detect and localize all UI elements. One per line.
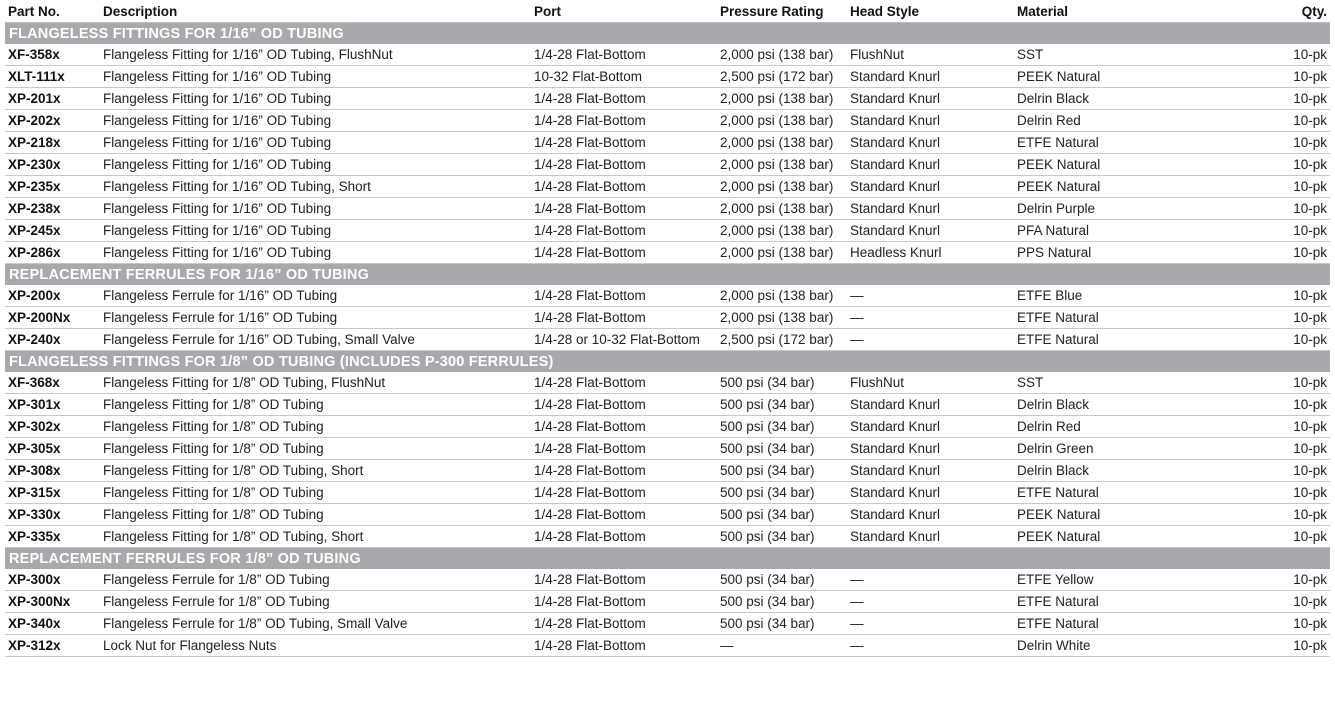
description-cell: Flangeless Fitting for 1/8” OD Tubing, FlushNut [100, 372, 531, 394]
port-cell: 1/4-28 Flat-Bottom [531, 44, 717, 66]
qty-cell: 10-pk [1210, 242, 1330, 264]
description-cell: Flangeless Ferrule for 1/8” OD Tubing [100, 569, 531, 591]
part-number-cell: XLT-111x [5, 66, 100, 88]
qty-cell: 10-pk [1210, 132, 1330, 154]
pressure-rating-cell: 2,000 psi (138 bar) [717, 88, 847, 110]
part-number-cell: XP-238x [5, 198, 100, 220]
pressure-rating-cell: 500 psi (34 bar) [717, 460, 847, 482]
description-cell: Flangeless Ferrule for 1/16” OD Tubing [100, 307, 531, 329]
port-cell: 1/4-28 Flat-Bottom [531, 482, 717, 504]
material-cell: SST [1014, 44, 1210, 66]
head-style-cell: Standard Knurl [847, 416, 1014, 438]
qty-cell: 10-pk [1210, 285, 1330, 307]
description-cell: Flangeless Fitting for 1/16” OD Tubing, Short [100, 176, 531, 198]
section-header-row [5, 351, 1330, 373]
pressure-rating-cell: 2,500 psi (172 bar) [717, 329, 847, 351]
material-cell: PEEK Natural [1014, 154, 1210, 176]
table-row [5, 66, 1330, 88]
table-header [5, 0, 1330, 23]
description-cell: Flangeless Fitting for 1/8” OD Tubing, Short [100, 460, 531, 482]
table-row [5, 394, 1330, 416]
pressure-rating-cell: 2,000 psi (138 bar) [717, 176, 847, 198]
qty-cell: 10-pk [1210, 460, 1330, 482]
header-row [5, 0, 1330, 23]
pressure-rating-cell: 2,500 psi (172 bar) [717, 66, 847, 88]
material-cell: PEEK Natural [1014, 526, 1210, 548]
header-material: Material [1014, 0, 1210, 23]
part-number-cell: XP-315x [5, 482, 100, 504]
header-qty: Qty. [1210, 0, 1330, 23]
qty-cell: 10-pk [1210, 591, 1330, 613]
section-header-row [5, 23, 1330, 45]
head-style-cell: Standard Knurl [847, 176, 1014, 198]
head-style-cell: — [847, 307, 1014, 329]
head-style-cell: Standard Knurl [847, 438, 1014, 460]
table-row [5, 569, 1330, 591]
description-cell: Flangeless Fitting for 1/8” OD Tubing [100, 504, 531, 526]
part-number-cell: XF-368x [5, 372, 100, 394]
table-row [5, 307, 1330, 329]
material-cell: PPS Natural [1014, 242, 1210, 264]
material-cell: Delrin Black [1014, 88, 1210, 110]
pressure-rating-cell: 2,000 psi (138 bar) [717, 307, 847, 329]
description-cell: Flangeless Fitting for 1/16” OD Tubing [100, 220, 531, 242]
part-number-cell: XP-308x [5, 460, 100, 482]
qty-cell: 10-pk [1210, 482, 1330, 504]
description-cell: Flangeless Ferrule for 1/8” OD Tubing, Small Valve [100, 613, 531, 635]
head-style-cell: FlushNut [847, 372, 1014, 394]
section-title: FLANGELESS FITTINGS FOR 1/16” OD TUBING [5, 23, 1330, 45]
head-style-cell: Standard Knurl [847, 154, 1014, 176]
qty-cell: 10-pk [1210, 438, 1330, 460]
header-head-style: Head Style [847, 0, 1014, 23]
description-cell: Flangeless Fitting for 1/16” OD Tubing [100, 66, 531, 88]
port-cell: 1/4-28 Flat-Bottom [531, 526, 717, 548]
description-cell: Flangeless Fitting for 1/8” OD Tubing [100, 482, 531, 504]
header-pressure-rating: Pressure Rating [717, 0, 847, 23]
table-row [5, 635, 1330, 657]
head-style-cell: Standard Knurl [847, 482, 1014, 504]
material-cell: Delrin Red [1014, 110, 1210, 132]
head-style-cell: Standard Knurl [847, 460, 1014, 482]
qty-cell: 10-pk [1210, 198, 1330, 220]
part-number-cell: XP-302x [5, 416, 100, 438]
head-style-cell: FlushNut [847, 44, 1014, 66]
head-style-cell: Standard Knurl [847, 66, 1014, 88]
port-cell: 1/4-28 Flat-Bottom [531, 416, 717, 438]
port-cell: 1/4-28 Flat-Bottom [531, 635, 717, 657]
material-cell: ETFE Natural [1014, 307, 1210, 329]
material-cell: Delrin Green [1014, 438, 1210, 460]
material-cell: SST [1014, 372, 1210, 394]
port-cell: 1/4-28 or 10-32 Flat-Bottom [531, 329, 717, 351]
part-number-cell: XP-286x [5, 242, 100, 264]
material-cell: Delrin Red [1014, 416, 1210, 438]
description-cell: Flangeless Fitting for 1/16” OD Tubing [100, 198, 531, 220]
part-number-cell: XP-201x [5, 88, 100, 110]
description-cell: Flangeless Fitting for 1/16” OD Tubing [100, 154, 531, 176]
material-cell: Delrin White [1014, 635, 1210, 657]
part-number-cell: XP-300Nx [5, 591, 100, 613]
description-cell: Flangeless Fitting for 1/8” OD Tubing [100, 416, 531, 438]
pressure-rating-cell: 2,000 psi (138 bar) [717, 110, 847, 132]
description-cell: Flangeless Fitting for 1/8” OD Tubing, Short [100, 526, 531, 548]
part-number-cell: XP-305x [5, 438, 100, 460]
port-cell: 1/4-28 Flat-Bottom [531, 569, 717, 591]
qty-cell: 10-pk [1210, 394, 1330, 416]
pressure-rating-cell: 500 psi (34 bar) [717, 591, 847, 613]
head-style-cell: — [847, 329, 1014, 351]
table-row [5, 44, 1330, 66]
section-title: REPLACEMENT FERRULES FOR 1/16” OD TUBING [5, 264, 1330, 286]
port-cell: 1/4-28 Flat-Bottom [531, 504, 717, 526]
table-row [5, 176, 1330, 198]
qty-cell: 10-pk [1210, 88, 1330, 110]
pressure-rating-cell: 2,000 psi (138 bar) [717, 242, 847, 264]
qty-cell: 10-pk [1210, 526, 1330, 548]
table-row [5, 460, 1330, 482]
port-cell: 1/4-28 Flat-Bottom [531, 110, 717, 132]
pressure-rating-cell: 2,000 psi (138 bar) [717, 132, 847, 154]
port-cell: 1/4-28 Flat-Bottom [531, 460, 717, 482]
port-cell: 1/4-28 Flat-Bottom [531, 132, 717, 154]
port-cell: 1/4-28 Flat-Bottom [531, 307, 717, 329]
part-number-cell: XP-300x [5, 569, 100, 591]
head-style-cell: — [847, 591, 1014, 613]
qty-cell: 10-pk [1210, 66, 1330, 88]
head-style-cell: Standard Knurl [847, 110, 1014, 132]
port-cell: 1/4-28 Flat-Bottom [531, 198, 717, 220]
pressure-rating-cell: 500 psi (34 bar) [717, 394, 847, 416]
qty-cell: 10-pk [1210, 569, 1330, 591]
table-row [5, 504, 1330, 526]
port-cell: 1/4-28 Flat-Bottom [531, 394, 717, 416]
section-title: REPLACEMENT FERRULES FOR 1/8” OD TUBING [5, 548, 1330, 570]
table-row [5, 285, 1330, 307]
qty-cell: 10-pk [1210, 220, 1330, 242]
description-cell: Lock Nut for Flangeless Nuts [100, 635, 531, 657]
table-row [5, 613, 1330, 635]
table-row [5, 416, 1330, 438]
description-cell: Flangeless Ferrule for 1/16” OD Tubing, Small Valve [100, 329, 531, 351]
material-cell: ETFE Yellow [1014, 569, 1210, 591]
port-cell: 10-32 Flat-Bottom [531, 66, 717, 88]
part-number-cell: XP-245x [5, 220, 100, 242]
fittings-table [5, 0, 1330, 657]
material-cell: PFA Natural [1014, 220, 1210, 242]
head-style-cell: — [847, 613, 1014, 635]
material-cell: ETFE Natural [1014, 482, 1210, 504]
part-number-cell: XP-301x [5, 394, 100, 416]
pressure-rating-cell: 500 psi (34 bar) [717, 526, 847, 548]
description-cell: Flangeless Fitting for 1/8” OD Tubing [100, 438, 531, 460]
head-style-cell: Standard Knurl [847, 394, 1014, 416]
part-number-cell: XP-200Nx [5, 307, 100, 329]
qty-cell: 10-pk [1210, 110, 1330, 132]
material-cell: Delrin Black [1014, 460, 1210, 482]
qty-cell: 10-pk [1210, 372, 1330, 394]
header-description: Description [100, 0, 531, 23]
section-header-row [5, 548, 1330, 570]
table-body [5, 23, 1330, 657]
table-row [5, 482, 1330, 504]
qty-cell: 10-pk [1210, 307, 1330, 329]
table-row [5, 198, 1330, 220]
pressure-rating-cell: — [717, 635, 847, 657]
port-cell: 1/4-28 Flat-Bottom [531, 220, 717, 242]
header-part-no: Part No. [5, 0, 100, 23]
table-row [5, 526, 1330, 548]
material-cell: PEEK Natural [1014, 504, 1210, 526]
pressure-rating-cell: 500 psi (34 bar) [717, 569, 847, 591]
header-port: Port [531, 0, 717, 23]
table-row [5, 220, 1330, 242]
description-cell: Flangeless Fitting for 1/16” OD Tubing [100, 242, 531, 264]
pressure-rating-cell: 500 psi (34 bar) [717, 504, 847, 526]
pressure-rating-cell: 2,000 psi (138 bar) [717, 154, 847, 176]
part-number-cell: XP-240x [5, 329, 100, 351]
table-row [5, 132, 1330, 154]
description-cell: Flangeless Ferrule for 1/8” OD Tubing [100, 591, 531, 613]
pressure-rating-cell: 500 psi (34 bar) [717, 613, 847, 635]
material-cell: ETFE Natural [1014, 613, 1210, 635]
qty-cell: 10-pk [1210, 416, 1330, 438]
pressure-rating-cell: 2,000 psi (138 bar) [717, 44, 847, 66]
part-number-cell: XP-235x [5, 176, 100, 198]
pressure-rating-cell: 500 psi (34 bar) [717, 372, 847, 394]
head-style-cell: Standard Knurl [847, 132, 1014, 154]
pressure-rating-cell: 500 psi (34 bar) [717, 438, 847, 460]
qty-cell: 10-pk [1210, 44, 1330, 66]
qty-cell: 10-pk [1210, 504, 1330, 526]
pressure-rating-cell: 500 psi (34 bar) [717, 482, 847, 504]
material-cell: ETFE Natural [1014, 591, 1210, 613]
port-cell: 1/4-28 Flat-Bottom [531, 372, 717, 394]
table-row [5, 329, 1330, 351]
pressure-rating-cell: 2,000 psi (138 bar) [717, 220, 847, 242]
description-cell: Flangeless Ferrule for 1/16” OD Tubing [100, 285, 531, 307]
part-number-cell: XP-340x [5, 613, 100, 635]
description-cell: Flangeless Fitting for 1/16” OD Tubing [100, 88, 531, 110]
table-row [5, 88, 1330, 110]
description-cell: Flangeless Fitting for 1/16” OD Tubing, FlushNut [100, 44, 531, 66]
qty-cell: 10-pk [1210, 329, 1330, 351]
part-number-cell: XP-230x [5, 154, 100, 176]
port-cell: 1/4-28 Flat-Bottom [531, 242, 717, 264]
part-number-cell: XF-358x [5, 44, 100, 66]
material-cell: ETFE Natural [1014, 329, 1210, 351]
pressure-rating-cell: 500 psi (34 bar) [717, 416, 847, 438]
section-title: FLANGELESS FITTINGS FOR 1/8” OD TUBING (INCLUDES P-300 FERRULES) [5, 351, 1330, 373]
section-header-row [5, 264, 1330, 286]
material-cell: Delrin Black [1014, 394, 1210, 416]
port-cell: 1/4-28 Flat-Bottom [531, 154, 717, 176]
head-style-cell: Standard Knurl [847, 526, 1014, 548]
table-row [5, 154, 1330, 176]
part-number-cell: XP-200x [5, 285, 100, 307]
material-cell: ETFE Natural [1014, 132, 1210, 154]
head-style-cell: Standard Knurl [847, 88, 1014, 110]
table-row [5, 242, 1330, 264]
port-cell: 1/4-28 Flat-Bottom [531, 591, 717, 613]
description-cell: Flangeless Fitting for 1/8” OD Tubing [100, 394, 531, 416]
qty-cell: 10-pk [1210, 635, 1330, 657]
qty-cell: 10-pk [1210, 154, 1330, 176]
description-cell: Flangeless Fitting for 1/16” OD Tubing [100, 132, 531, 154]
qty-cell: 10-pk [1210, 176, 1330, 198]
part-number-cell: XP-312x [5, 635, 100, 657]
qty-cell: 10-pk [1210, 613, 1330, 635]
port-cell: 1/4-28 Flat-Bottom [531, 285, 717, 307]
port-cell: 1/4-28 Flat-Bottom [531, 613, 717, 635]
port-cell: 1/4-28 Flat-Bottom [531, 176, 717, 198]
head-style-cell: Headless Knurl [847, 242, 1014, 264]
part-number-cell: XP-202x [5, 110, 100, 132]
port-cell: 1/4-28 Flat-Bottom [531, 88, 717, 110]
table-row [5, 110, 1330, 132]
part-number-cell: XP-218x [5, 132, 100, 154]
pressure-rating-cell: 2,000 psi (138 bar) [717, 285, 847, 307]
description-cell: Flangeless Fitting for 1/16” OD Tubing [100, 110, 531, 132]
pressure-rating-cell: 2,000 psi (138 bar) [717, 198, 847, 220]
head-style-cell: — [847, 569, 1014, 591]
table-row [5, 438, 1330, 460]
head-style-cell: Standard Knurl [847, 220, 1014, 242]
head-style-cell: — [847, 635, 1014, 657]
table-row [5, 372, 1330, 394]
port-cell: 1/4-28 Flat-Bottom [531, 438, 717, 460]
head-style-cell: Standard Knurl [847, 198, 1014, 220]
material-cell: ETFE Blue [1014, 285, 1210, 307]
part-number-cell: XP-335x [5, 526, 100, 548]
material-cell: PEEK Natural [1014, 66, 1210, 88]
part-number-cell: XP-330x [5, 504, 100, 526]
head-style-cell: — [847, 285, 1014, 307]
head-style-cell: Standard Knurl [847, 504, 1014, 526]
material-cell: PEEK Natural [1014, 176, 1210, 198]
table-row [5, 591, 1330, 613]
material-cell: Delrin Purple [1014, 198, 1210, 220]
